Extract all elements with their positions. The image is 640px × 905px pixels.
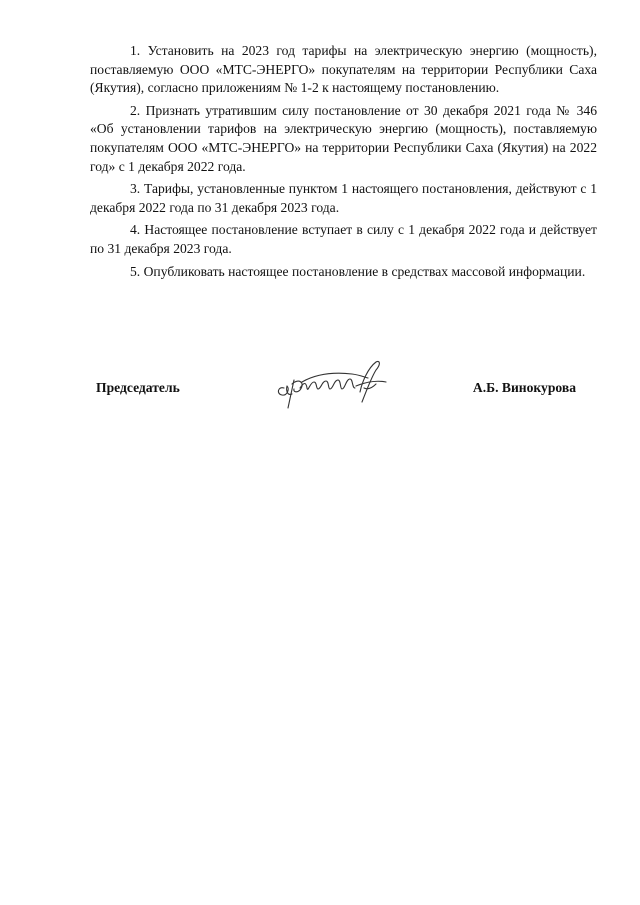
paragraph-2 <box>90 102 597 176</box>
paragraph-number: 1. <box>130 43 141 58</box>
paragraph-text: Признать утратившим силу постановление от 30 декабря 2021 года № 346 «Об установлении тарифов на электрическую энергию (мощность), поставляемую покупателям ООО «МТС-ЭНЕРГО» на территории Республики Саха (Якутия) на 2022 год» с 1 декабря 2022 года. <box>90 102 597 174</box>
paragraph-number: 5. <box>130 263 141 279</box>
paragraph-1 <box>90 42 597 98</box>
paragraph-number: 2. <box>130 102 141 118</box>
paragraph-4 <box>90 221 597 258</box>
document-body <box>90 42 597 285</box>
signatory-title: Председатель <box>96 380 180 395</box>
paragraph-number: 4. <box>130 222 141 238</box>
paragraph-text: Настоящее постановление вступает в силу с 1 декабря 2022 года и действует по 31 декабря 2023 года. <box>90 222 597 256</box>
signature-block <box>96 358 576 418</box>
paragraph-number: 3. <box>130 181 141 197</box>
paragraph-5 <box>90 263 597 282</box>
paragraph-text: Опубликовать настоящее постановление в средствах массовой информации. <box>143 263 586 279</box>
paragraph-text: Тарифы, установленные пунктом 1 настоящего постановления, действуют с 1 декабря 2022 года по 31 декабря 2023 года. <box>90 181 598 215</box>
paragraph-3 <box>90 180 597 217</box>
paragraph-text: Установить на 2023 год тарифы на электрическую энергию (мощность), поставляемую ООО «МТС-ЭНЕРГО» покупателям на территории Республики Саха (Якутия), согласно приложениям № 1-2 к настоящему постановлению. <box>90 43 597 96</box>
signatory-name: А.Б. Винокурова <box>472 380 576 395</box>
handwritten-signature <box>272 358 396 412</box>
